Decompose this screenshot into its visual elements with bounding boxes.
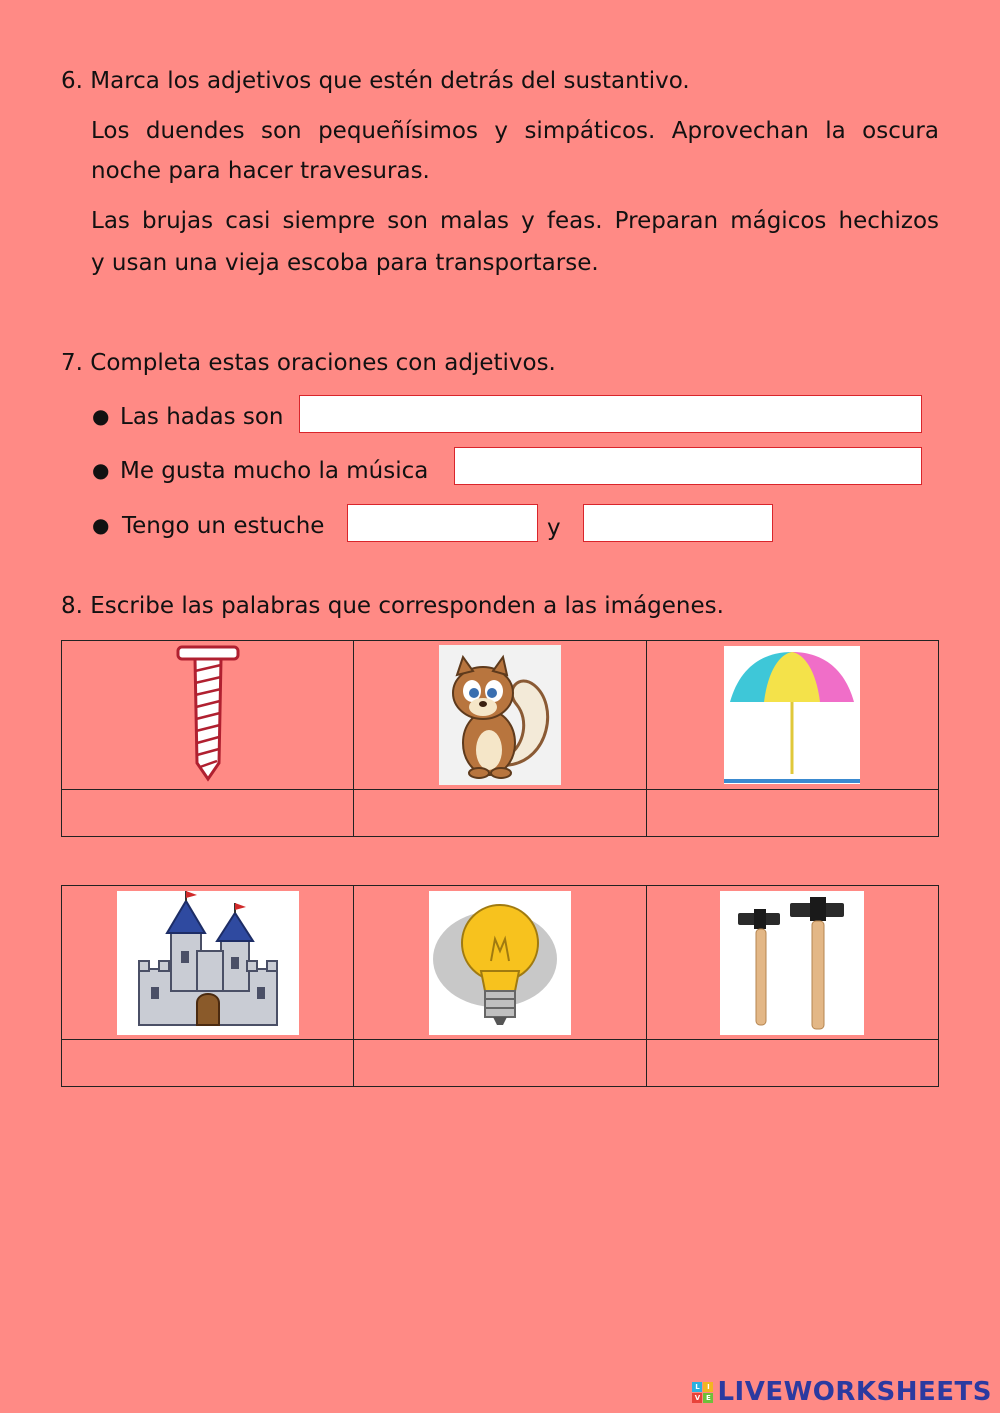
- q6-p2-line2[interactable]: y usan una vieja escoba para transportarse.: [91, 250, 599, 276]
- picture-cell: [62, 641, 354, 790]
- answer-cell-hammers[interactable]: [646, 1040, 938, 1087]
- picture-cell: [646, 641, 938, 790]
- answer-input-hadas[interactable]: [299, 395, 922, 433]
- q6-p1-line2[interactable]: noche para hacer travesuras.: [91, 158, 430, 184]
- lightbulb-icon: [429, 891, 571, 1035]
- q7-item-2: Me gusta mucho la música: [120, 458, 429, 484]
- q6-paragraph-1: [91, 110, 939, 192]
- picture-table-1: [61, 640, 939, 837]
- q6-p2-line1[interactable]: Las brujas casi siempre son malas y feas. Preparan mágicos hechizos: [91, 208, 939, 234]
- hammers-icon: [720, 891, 864, 1035]
- q8-title: 8. Escribe las palabras que corresponden a las imágenes.: [61, 593, 724, 619]
- answer-cell-screw[interactable]: [62, 790, 354, 837]
- liveworksheets-logo-icon: L I V E: [692, 1382, 713, 1403]
- q7-item-1: Las hadas son: [120, 404, 284, 430]
- liveworksheets-logo: [692, 1377, 992, 1407]
- picture-table-2: [61, 885, 939, 1087]
- castle-icon: [117, 891, 299, 1035]
- answer-input-estuche-1[interactable]: [347, 504, 538, 542]
- squirrel-icon: [439, 645, 561, 785]
- bullet-icon: ●: [92, 458, 110, 482]
- picture-cell: [354, 641, 646, 790]
- screw-icon: [173, 643, 243, 787]
- picture-cell: [62, 886, 354, 1040]
- q7-item-3: Tengo un estuche: [122, 513, 325, 539]
- answer-input-musica[interactable]: [454, 447, 922, 485]
- brand-text: LIVEWORKSHEETS: [717, 1377, 992, 1407]
- answer-cell-lightbulb[interactable]: [354, 1040, 646, 1087]
- answer-cell-castle[interactable]: [62, 1040, 354, 1087]
- picture-cell: [646, 886, 938, 1040]
- q6-title: 6. Marca los adjetivos que estén detrás del sustantivo.: [61, 68, 690, 94]
- q7-title: 7. Completa estas oraciones con adjetivos.: [61, 350, 556, 376]
- q6-p1-line1[interactable]: Los duendes son pequeñísimos y simpáticos. Aprovechan la oscura: [91, 118, 939, 144]
- bullet-icon: ●: [92, 404, 110, 428]
- picture-cell: [354, 886, 646, 1040]
- bullet-icon: ●: [92, 513, 110, 537]
- answer-input-estuche-2[interactable]: [583, 504, 773, 542]
- answer-cell-squirrel[interactable]: [354, 790, 646, 837]
- umbrella-icon: [724, 646, 860, 784]
- answer-cell-umbrella[interactable]: [646, 790, 938, 837]
- q6-paragraph-2: [91, 200, 939, 284]
- q7-connector: y: [547, 515, 561, 541]
